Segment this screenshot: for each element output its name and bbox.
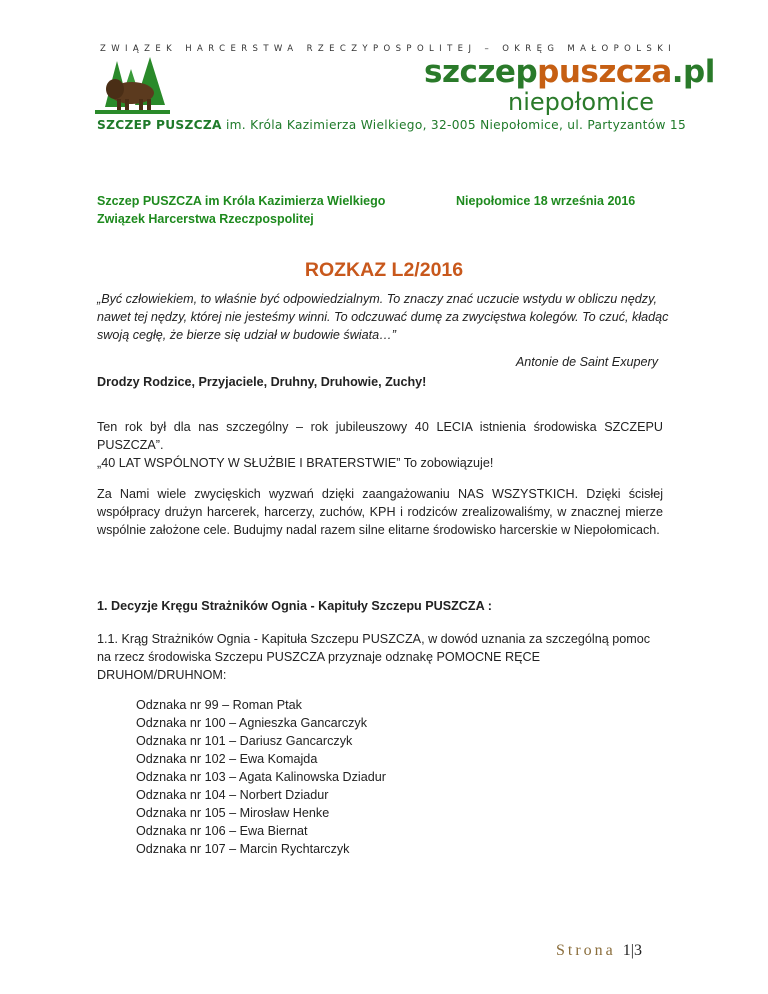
- brand-logo-text: [424, 54, 715, 90]
- quote-author: Antonie de Saint Exupery: [515, 355, 658, 369]
- brand-subtitle: niepołomice: [508, 88, 655, 116]
- address-org-name: SZCZEP PUSZCZA: [97, 118, 222, 132]
- list-item: Odznaka nr 105 – Mirosław Henke: [136, 806, 330, 820]
- page-footer: [556, 942, 642, 960]
- bison-trees-logo-icon: [95, 55, 170, 115]
- list-item: Odznaka nr 100 – Agnieszka Gancarczyk: [136, 716, 368, 730]
- paragraph-3: 1.1. Krąg Strażników Ognia - Kapituła Szczepu PUSZCZA, w dowód uznania za szczególną pomoc na rzecz środowiska Szczepu PUSZCZA przyznaje odznakę POMOCNE RĘCE DRUHOM/DRUHNOM:: [97, 632, 650, 682]
- brand-part-2: puszcza: [537, 54, 672, 90]
- greeting: Drodzy Rodzice, Przyjaciele, Druhny, Druhowie, Zuchy!: [97, 375, 427, 389]
- badge-list: [136, 696, 386, 858]
- document-title: ROZKAZ L2/2016: [304, 259, 464, 281]
- list-item: Odznaka nr 102 – Ewa Komajda: [136, 752, 318, 766]
- paragraph-2: Za Nami wiele zwycięskich wyzwań dzięki zaangażowaniu NAS WSZYSTKICH. Dzięki ścisłej współpracy drużyn harcerek, harcerzy, zuchów, KPH i rodziców zrealizowaliśmy, w znacznej mierze wspólnie założone cele. Budujmy nadal razem silne elitarne środowisko harcerskie w Niepołomicach.: [97, 487, 663, 537]
- address-rest: im. Króla Kazimierza Wielkiego, 32-005 Niepołomice, ul. Partyzantów 15: [221, 118, 687, 132]
- document-date: Niepołomice 18 września 2016: [456, 194, 636, 208]
- header-address: [97, 118, 686, 132]
- paragraph-1b: „40 LAT WSPÓLNOTY W SŁUŻBIE I BRATERSTWIE” To zobowiązuje!: [97, 456, 494, 470]
- org-name-line-1: Szczep PUSZCZA im Króla Kazimierza Wielkiego: [97, 194, 386, 208]
- list-item: Odznaka nr 107 – Marcin Rychtarczyk: [136, 842, 350, 856]
- brand-part-1: szczep: [424, 54, 538, 90]
- brand-part-3: .pl: [671, 54, 715, 90]
- page-number: 1|3: [622, 942, 642, 959]
- paragraph-1: Ten rok był dla nas szczególny – rok jubileuszowy 40 LECIA istnienia środowiska SZCZEPU PUSZCZA”.: [97, 420, 663, 452]
- list-item: Odznaka nr 104 – Norbert Dziadur: [136, 788, 329, 802]
- list-item: Odznaka nr 99 – Roman Ptak: [136, 698, 302, 712]
- list-item: Odznaka nr 103 – Agata Kalinowska Dziadur: [136, 770, 386, 784]
- quote-text: „Być człowiekiem, to właśnie być odpowiedzialnym. To znaczy znać uczucie wstydu w obliczu nędzy, nawet tej nędzy, której nie jesteśmy winni. To odczuwać dumę za zwycięstwa kolegów. To czuć, kładąc swoją cegłę, że bierze się udział w budowie świata…”: [97, 292, 669, 342]
- list-item: Odznaka nr 106 – Ewa Biernat: [136, 824, 308, 838]
- header-org-line: ZWIĄZEK HARCERSTWA RZECZYPOSPOLITEJ – OKRĘG MAŁOPOLSKI: [100, 44, 677, 54]
- section-heading: 1. Decyzje Kręgu Strażników Ognia - Kapituły Szczepu PUSZCZA :: [97, 599, 492, 613]
- footer-label: Strona: [556, 942, 616, 959]
- org-name-line-2: Związek Harcerstwa Rzeczpospolitej: [97, 212, 314, 226]
- list-item: Odznaka nr 101 – Dariusz Gancarczyk: [136, 734, 353, 748]
